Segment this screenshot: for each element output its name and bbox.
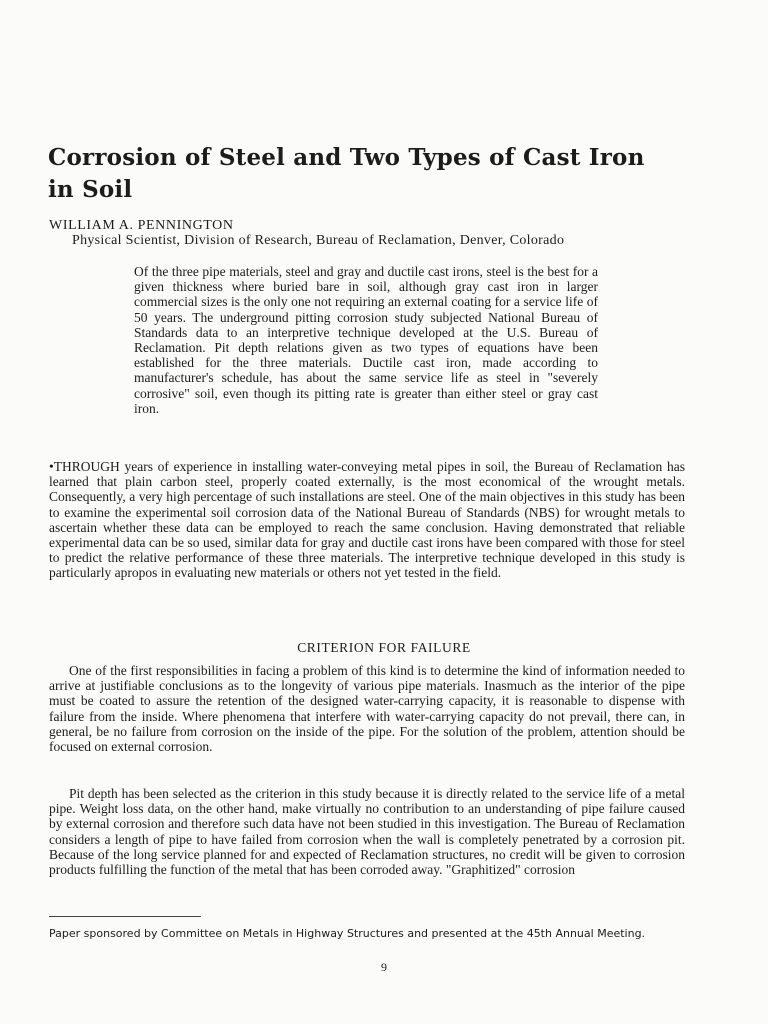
author-name: WILLIAM A. PENNINGTON (49, 218, 234, 233)
page-number: 9 (381, 960, 387, 974)
body-paragraph: One of the first responsibilities in facing a problem of this kind is to determine the kind of information needed to arrive at justifiable conclusions as to the longevity of various pipe materials. Inasmuch as the interior of the pipe must be coated to assure the retention of the designed water-carrying capacity, it is reasonable to dispense with failure from the inside. Where phenomena that interfere with water-carrying capacity do not prevail, there can, in general, be no failure from corrosion on the inside of the pipe. For the solution of the problem, attention should be focused on external corrosion. (49, 663, 685, 755)
intro-paragraph: •THROUGH years of experience in installing water-conveying metal pipes in soil, the Bureau of Reclamation has learned that plain carbon steel, properly coated externally, is the most economical of the wrought metals. Consequently, a very high percentage of such installations are steel. One of the main objectives in this study has been to examine the experimental soil corrosion data of the National Bureau of Standards (NBS) for wrought metals to ascertain whether these data can be employed to reach the same conclusion. Having demonstrated that reliable experimental data can be so used, similar data for gray and ductile cast irons have been compared with those for steel to predict the relative performance of these three materials. The interpretive technique developed in this study is particularly apropos in evaluating new materials or others not yet tested in the field. (49, 459, 685, 581)
paper-title: Corrosion of Steel and Two Types of Cast Iron in Soil (48, 144, 645, 203)
footnote: Paper sponsored by Committee on Metals in Highway Structures and presented at the 45th Annual Meeting. (49, 927, 646, 940)
author-affiliation: Physical Scientist, Division of Research, Bureau of Reclamation, Denver, Colorado (72, 233, 565, 248)
section-heading: CRITERION FOR FAILURE (297, 640, 471, 655)
footnote-divider (49, 916, 201, 917)
abstract: Of the three pipe materials, steel and gray and ductile cast irons, steel is the best for a given thickness where buried bare in soil, although gray cast iron in larger commercial sizes is the only one not requiring an external coating for a service life of 50 years. The underground pitting corrosion study subjected National Bureau of Standards data to an interpretive technique developed at the U.S. Bureau of Reclamation. Pit depth relations given as two types of equations have been established for the three materials. Ductile cast iron, made according to manufacturer's schedule, has about the same service life as steel in "severely corrosive" soil, even though its pitting rate is greater than either steel or gray cast iron. (134, 264, 598, 416)
body-paragraph: Pit depth has been selected as the criterion in this study because it is directly related to the service life of a metal pipe. Weight loss data, on the other hand, make virtually no contribution to an understanding of pipe failure caused by external corrosion and therefore such data have not been studied in this investigation. The Bureau of Reclamation considers a length of pipe to have failed from corrosion when the wall is completely penetrated by a corrosion pit. Because of the long service planned for and expected of Reclamation structures, no credit will be given to corrosion products fulfilling the function of the metal that has been corroded away. "Graphitized" corrosion (49, 786, 685, 878)
